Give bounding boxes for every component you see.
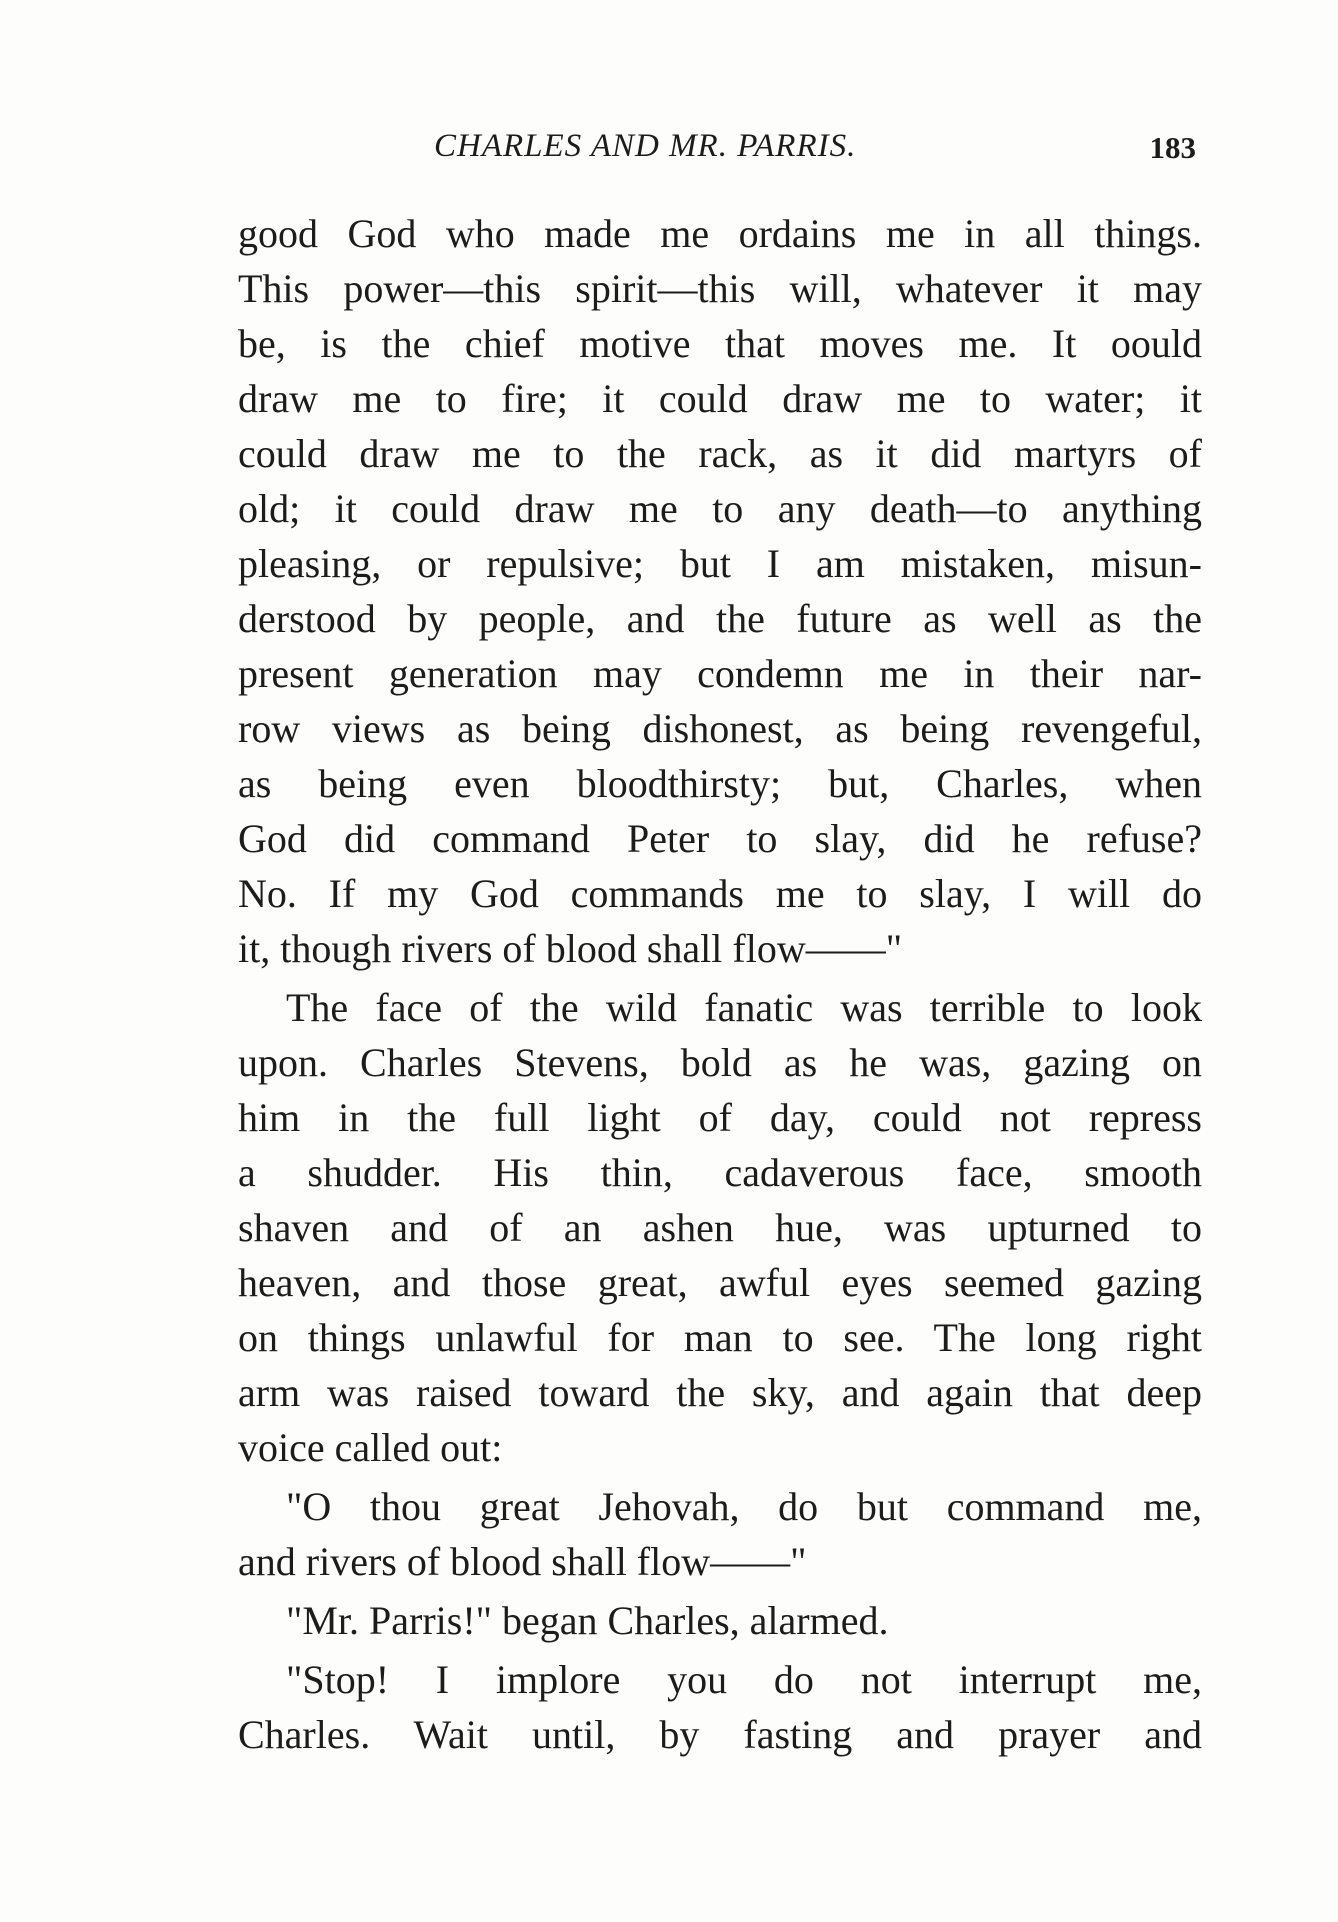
text-line: on things unlawful for man to see. The long right [238,1315,1202,1360]
text-line: God did command Peter to slay, did he refuse? [238,816,1202,861]
text-line: old; it could draw me to any death—to anything [238,486,1202,531]
text-line: could draw me to the rack, as it did martyrs of [238,431,1202,476]
text-line: draw me to fire; it could draw me to water; it [238,376,1202,421]
text-line: "Mr. Parris!" began Charles, alarmed. [286,1598,889,1643]
paragraph [238,980,1202,1475]
text-line: Charles. Wait until, by fasting and prayer and [238,1712,1202,1757]
text-line: The face of the wild fanatic was terrible to look [286,985,1202,1030]
text-line: be, is the chief motive that moves me. It oould [238,321,1202,366]
body-text [238,206,1202,1762]
paragraph [238,1652,1202,1762]
text-line: derstood by people, and the future as well as the [238,596,1202,641]
running-head: CHARLES AND MR. PARRIS. [434,128,857,164]
text-line: it, though rivers of blood shall flow——" [238,926,903,971]
text-line: a shudder. His thin, cadaverous face, smooth [238,1150,1202,1195]
paragraph [238,1479,1202,1589]
text-line: voice called out: [238,1425,503,1470]
text-line: "O thou great Jehovah, do but command me, [286,1484,1202,1529]
text-line: present generation may condemn me in their nar- [238,651,1202,696]
text-line: as being even bloodthirsty; but, Charles, when [238,761,1202,806]
text-line: row views as being dishonest, as being revengeful, [238,706,1202,751]
page-number: 183 [1149,130,1196,165]
paragraph [238,206,1202,976]
paragraph [238,1593,1202,1648]
text-line: upon. Charles Stevens, bold as he was, gazing on [238,1040,1202,1085]
text-line: arm was raised toward the sky, and again that deep [238,1370,1202,1415]
text-line: This power—this spirit—this will, whatever it may [238,266,1202,311]
text-line: heaven, and those great, awful eyes seemed gazing [238,1260,1202,1305]
text-line: No. If my God commands me to slay, I will do [238,871,1202,916]
page-header [238,128,1202,178]
text-line: shaven and of an ashen hue, was upturned to [238,1205,1202,1250]
text-line: "Stop! I implore you do not interrupt me, [286,1657,1202,1702]
text-line: good God who made me ordains me in all things. [238,211,1202,256]
text-line: and rivers of blood shall flow——" [238,1539,807,1584]
text-line: pleasing, or repulsive; but I am mistaken, misun- [238,541,1202,586]
text-line: him in the full light of day, could not repress [238,1095,1202,1140]
